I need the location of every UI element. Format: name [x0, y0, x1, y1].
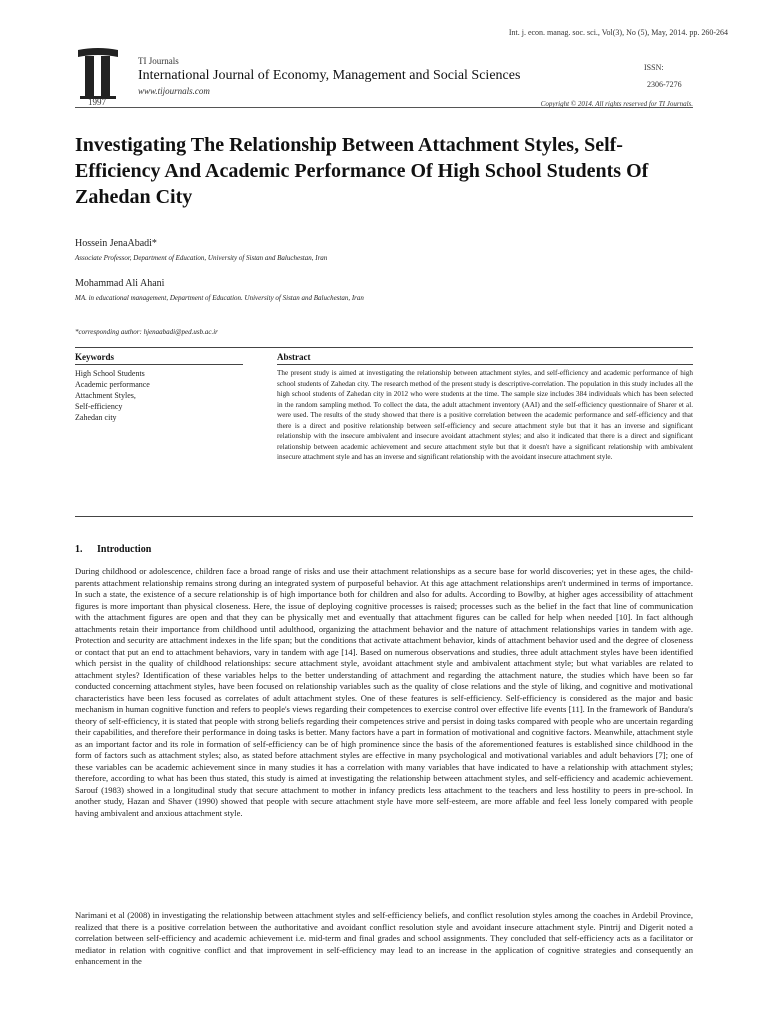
article-title: Investigating The Relationship Between Attachment Styles, Self-Efficiency And Academic Performance Of High School Students Of Zahedan City: [75, 134, 649, 208]
corresponding-author: *corresponding author: hjenaabadi@ped.usb.ac.ir: [75, 328, 218, 336]
keywords-list: [75, 368, 150, 423]
header-divider: [75, 107, 693, 108]
keyword-item: Self-efficiency: [75, 402, 123, 411]
section-number: 1.: [75, 544, 83, 555]
copyright-notice: Copyright © 2014. All rights reserved for TI Journals.: [540, 100, 693, 108]
abstract-heading-rule: [277, 364, 693, 365]
section-heading-introduction: [75, 544, 151, 555]
logo-year: 1997: [88, 97, 106, 107]
abstract-heading: Abstract: [277, 352, 311, 362]
author-affiliation: MA. in educational management, Department of Education. University of Sistan and Baluchestan, Iran: [75, 294, 364, 302]
journal-name: International Journal of Economy, Management and Social Sciences: [138, 68, 521, 83]
journal-logo-icon: [76, 46, 120, 104]
keywords-heading: Keywords: [75, 352, 114, 362]
keyword-item: Attachment Styles,: [75, 391, 136, 400]
keywords-heading-rule: [75, 364, 243, 365]
keyword-item: High School Students: [75, 369, 145, 378]
section-title: Introduction: [97, 544, 152, 555]
keyword-item: Zahedan city: [75, 413, 117, 422]
publisher-name: TI Journals: [138, 56, 179, 66]
citation-line: Int. j. econ. manag. soc. sci., Vol(3), No (5), May, 2014. pp. 260-264: [508, 28, 728, 37]
keywords-abstract-top-rule: [75, 347, 693, 348]
keyword-item: Academic performance: [75, 380, 150, 389]
author-affiliation: Associate Professor, Department of Education, University of Sistan and Baluchestan, Iran: [75, 254, 328, 262]
keywords-abstract-bottom-rule: [75, 516, 693, 517]
author-name: Mohammad Ali Ahani: [75, 278, 165, 289]
author-name: Hossein JenaAbadi*: [75, 238, 157, 249]
journal-url[interactable]: www.tijournals.com: [138, 86, 210, 96]
introduction-paragraph: Narimani et al (2008) in investigating the relationship between attachment styles and self-efficiency beliefs, and conflict resolution styles among the coaches in Ardebil Province, realized that there is a positive correlation between the authoritative and avoidant conflict resolution style and avoidant insecure attachment style. Pintrij and Digerit noted a correlation between self-efficiency and academic achievement i.e. mid-term and final grades and school assignments. They concluded that self-efficiency acts as a facilitator or mediator in relation with cognitive conflict and that improvement in self-efficiency may lead to an increase in the application of cognitive strategies and consequently an enhancement in the: [75, 910, 693, 966]
introduction-paragraph: During childhood or adolescence, children face a broad range of risks and use their attachment relationships as a secure base for world discoveries; yet in these ages, the child-parents attachment relationship remains strong during an integrated system of purposeful behavior. At this age attachment relationships aren't undermined in terms of importance. In such a state, the existence of a secure relationship is of high importance both for children and also for adults. According to Bowlby, at higher ages accessibility of attachment figures is more important than physical closeness. Here, the issue of deploying cognitive processes is raised; processes such as the belief in the fact that line of communication with the attachment figures are open and that they can be physically met and eventually that attachment figures can be called for help when needed [10]. In fact although attachments retain their importance from childhood until adulthood, organizing the attachment behavior and the nature of attachment relationships varies in tandem with age. Protection and security are attachment indexes in the life span; but the conditions that activate attachment behavior, kinds of attachment behavior used and the degree of closeness or contact that put an end to attachment behaviors, vary in tandem with age [14]. Based on numerous observations and studies, three adult attachment styles have been identified which persist in the quality of childhood relationships: secure attachment style, avoidant attachment style and ambivalent attachment style; but what variables are related to attachment styles? Identification of these variables helps to the better understanding of attachment and regarding the attachment nature, the studies which have been so far conducted concerning attachment styles, have been focused on relationship variables such as the quality of close relations and the style of liking, and cognitive and motivational characteristics have been less focused as correlates of adult attachment styles. One of these features is self-efficiency. Self-efficiency is considered as the major and basic mechanism in human cognitive function and refers to people's views regarding their competences to exercise control over effective life events [11]. In the framework of Bandura's theory of self-efficiency, it is stated that people with strong beliefs regarding their competences strive and persist in doing tasks compared with people who are uncertain regarding their capabilities, and therefore their performance in doing tasks is better. Many factors have a part in formation of motivational and cognitive factors. Meanwhile, attachment style as an important factor and its role in formation of self-efficiency can be of high prominence since the basis of the aforementioned features is established since childhood in the form of factors such as attachment styles; also, as stated before attachment styles are effective in many psychological and motivational variables and adult behaviors [7]; one of these variables can be academic achievement since in many studies it has a correlation with many variables that have indicated to have a relationship with attachment styles; therefore, according to what has been thus stated, this study is aimed at investigating the relationship between attachment styles, and self-efficiency and academic achievement. Sarouf (1983) showed in a longitudinal study that secure attachment to mother in infancy predicts less attachment to the teachers and less hostility to peers in pre-school. In another study, Hazan and Shaver (1990) showed that people with secure attachment style have more self-esteem, are more affable and feel less lonely compared with people having ambivalent and anxious attachment style.: [75, 566, 693, 818]
abstract-text: The present study is aimed at investigating the relationship between attachment styles, and self-efficiency and academic performance of high school students of Zahedan city. The research method of the present study is descriptive-correlation. The population in this study includes all the high school students of Zahedan city in 2012 who were students at the time. The sample size includes 384 individuals which has been selected in the random sampling method. To collect the data, the adult attachment inventory (AAI) and the self-efficiency questionnaire of Sharer et al. were used. The results of the study showed that there is a positive correlation between the academic performance and self-efficiency and that there is a direct and positive relationship between self-efficiency and secure attachment style but that it has an inverse and significant relationship with the insecure ambivalent and insecure avoidant attachment styles; and also it indicated that there is a direct and significant relationship between academic achievement and secure attachment style but that it doesn't have a significant relationship with ambivalent insecure attachment style and has an inverse and significant relationship with the avoidant insecure attachment style.: [277, 369, 693, 461]
issn-value: 2306-7276: [647, 80, 682, 89]
issn-label: ISSN:: [644, 63, 664, 72]
